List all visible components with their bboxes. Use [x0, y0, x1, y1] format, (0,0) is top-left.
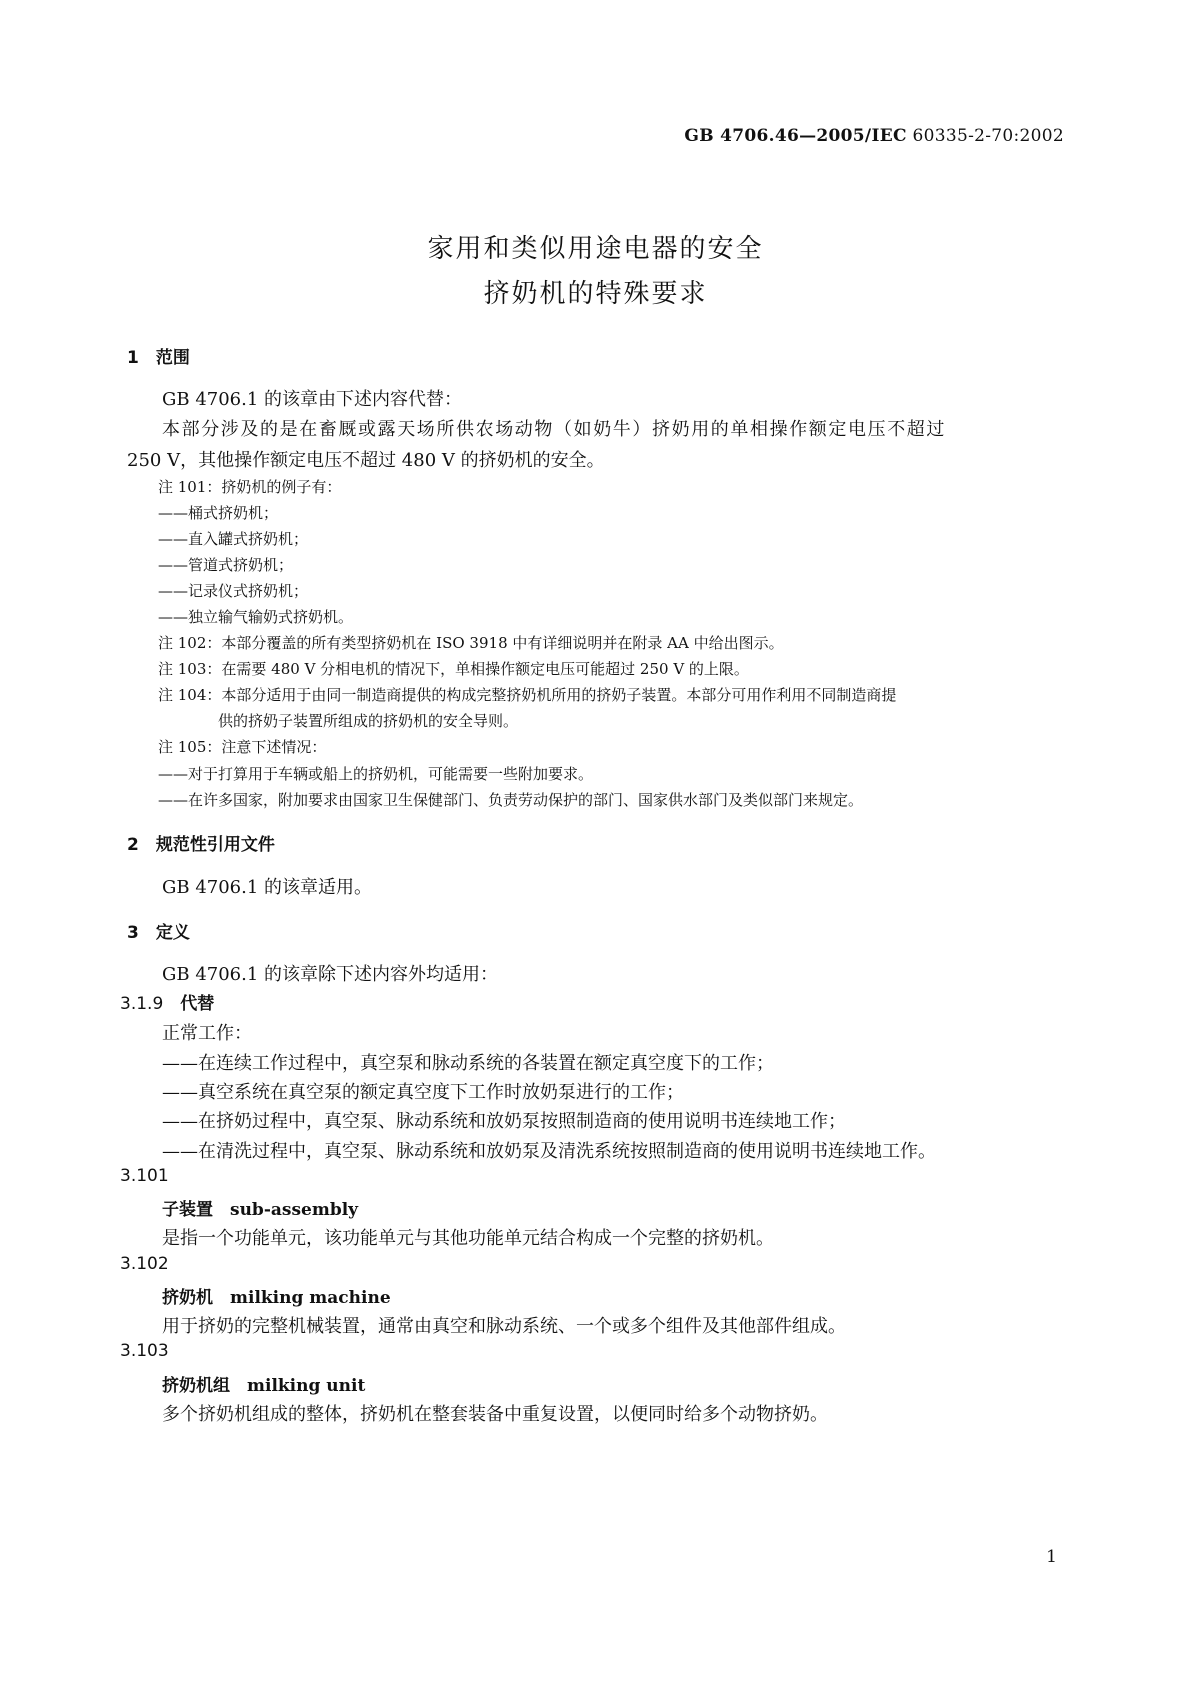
clause-3-102-definition: 用于挤奶的完整机械装置，通常由真空和脉动系统、一个或多个组件及其他部件组成。 — [162, 1316, 846, 1337]
clause-3-102-term: 挤奶机 milking machine — [162, 1288, 391, 1308]
s3-intro: GB 4706.1 的该章除下述内容外均适用： — [162, 964, 499, 985]
clause-3-1-9-item: ——在挤奶过程中，真空泵、脉动系统和放奶泵按照制造商的使用说明书连续地工作； — [162, 1111, 846, 1132]
clause-3-1-9-item: ——在连续工作过程中，真空泵和脉动系统的各装置在额定真空度下的工作； — [162, 1053, 774, 1074]
clause-3-101-definition: 是指一个功能单元，该功能单元与其他功能单元结合构成一个完整的挤奶机。 — [162, 1228, 774, 1249]
clause-3-103-term: 挤奶机组 milking unit — [162, 1376, 366, 1396]
s1-body-line-2: 250 V，其他操作额定电压不超过 480 V 的挤奶机的安全。 — [127, 450, 605, 471]
clause-3-103-definition: 多个挤奶机组成的整体，挤奶机在整套装备中重复设置，以便同时给多个动物挤奶。 — [162, 1404, 828, 1425]
note-102: 注 102：本部分覆盖的所有类型挤奶机在 ISO 3918 中有详细说明并在附录 AA 中给出图示。 — [158, 634, 784, 652]
list-item: ——记录仪式挤奶机； — [158, 582, 309, 600]
note-101: 注 101：挤奶机的例子有： — [158, 478, 342, 496]
clause-3-1-9-body: 正常工作： — [162, 1023, 252, 1044]
clause-3-1-9-heading — [120, 989, 214, 1014]
list-item: ——桶式挤奶机； — [158, 504, 279, 522]
note-105-item: ——对于打算用于车辆或船上的挤奶机，可能需要一些附加要求。 — [158, 765, 594, 783]
title-line-2: 挤奶机的特殊要求 — [483, 279, 708, 309]
s2-body: GB 4706.1 的该章适用。 — [162, 877, 373, 898]
s1-body-line-1: 本部分涉及的是在畜厩或露天场所供农场动物（如奶牛）挤奶用的单相操作额定电压不超过 — [162, 419, 946, 440]
clause-3-101-number: 3.101 — [120, 1166, 169, 1186]
title-line-1: 家用和类似用途电器的安全 — [427, 234, 764, 264]
clause-3-101-term: 子装置 sub-assembly — [162, 1200, 359, 1220]
std-code-iec: IEC — [871, 126, 907, 146]
note-105-item: ——在许多国家，附加要求由国家卫生保健部门、负责劳动保护的部门、国家供水部门及类似部门来规定。 — [158, 791, 864, 809]
section-3-heading: 3 定义 — [127, 923, 190, 943]
section-2-heading: 2 规范性引用文件 — [127, 835, 275, 855]
note-104-line-1: 注 104：本部分适用于由同一制造商提供的构成完整挤奶机所用的挤奶子装置。本部分可用作利用不同制造商提 — [158, 686, 897, 704]
note-103: 注 103：在需要 480 V 分相电机的情况下，单相操作额定电压可能超过 250 V 的上限。 — [158, 660, 749, 678]
list-item: ——独立输气输奶式挤奶机。 — [158, 608, 354, 626]
std-code-rest: 60335-2-70:2002 — [906, 126, 1064, 146]
clause-title: 代替 — [180, 994, 215, 1014]
note-104-line-2: 供的挤奶子装置所组成的挤奶机的安全导则。 — [218, 712, 519, 730]
list-item: ——直入罐式挤奶机； — [158, 530, 309, 548]
clause-3-103-number: 3.103 — [120, 1341, 169, 1361]
clause-3-102-number: 3.102 — [120, 1254, 169, 1274]
page-number: 1 — [1046, 1547, 1057, 1567]
std-code-main: GB 4706.46—2005/ — [684, 126, 872, 146]
clause-3-1-9-item: ——在清洗过程中，真空泵、脉动系统和放奶泵及清洗系统按照制造商的使用说明书连续地工作。 — [162, 1141, 936, 1162]
note-105: 注 105：注意下述情况： — [158, 738, 327, 756]
list-item: ——管道式挤奶机； — [158, 556, 294, 574]
standard-code — [684, 126, 1064, 146]
clause-number: 3.1.9 — [120, 994, 181, 1014]
clause-3-1-9-item: ——真空系统在真空泵的额定真空度下工作时放奶泵进行的工作； — [162, 1082, 684, 1103]
s1-intro: GB 4706.1 的该章由下述内容代替： — [162, 389, 463, 410]
section-1-heading: 1 范围 — [127, 348, 190, 368]
